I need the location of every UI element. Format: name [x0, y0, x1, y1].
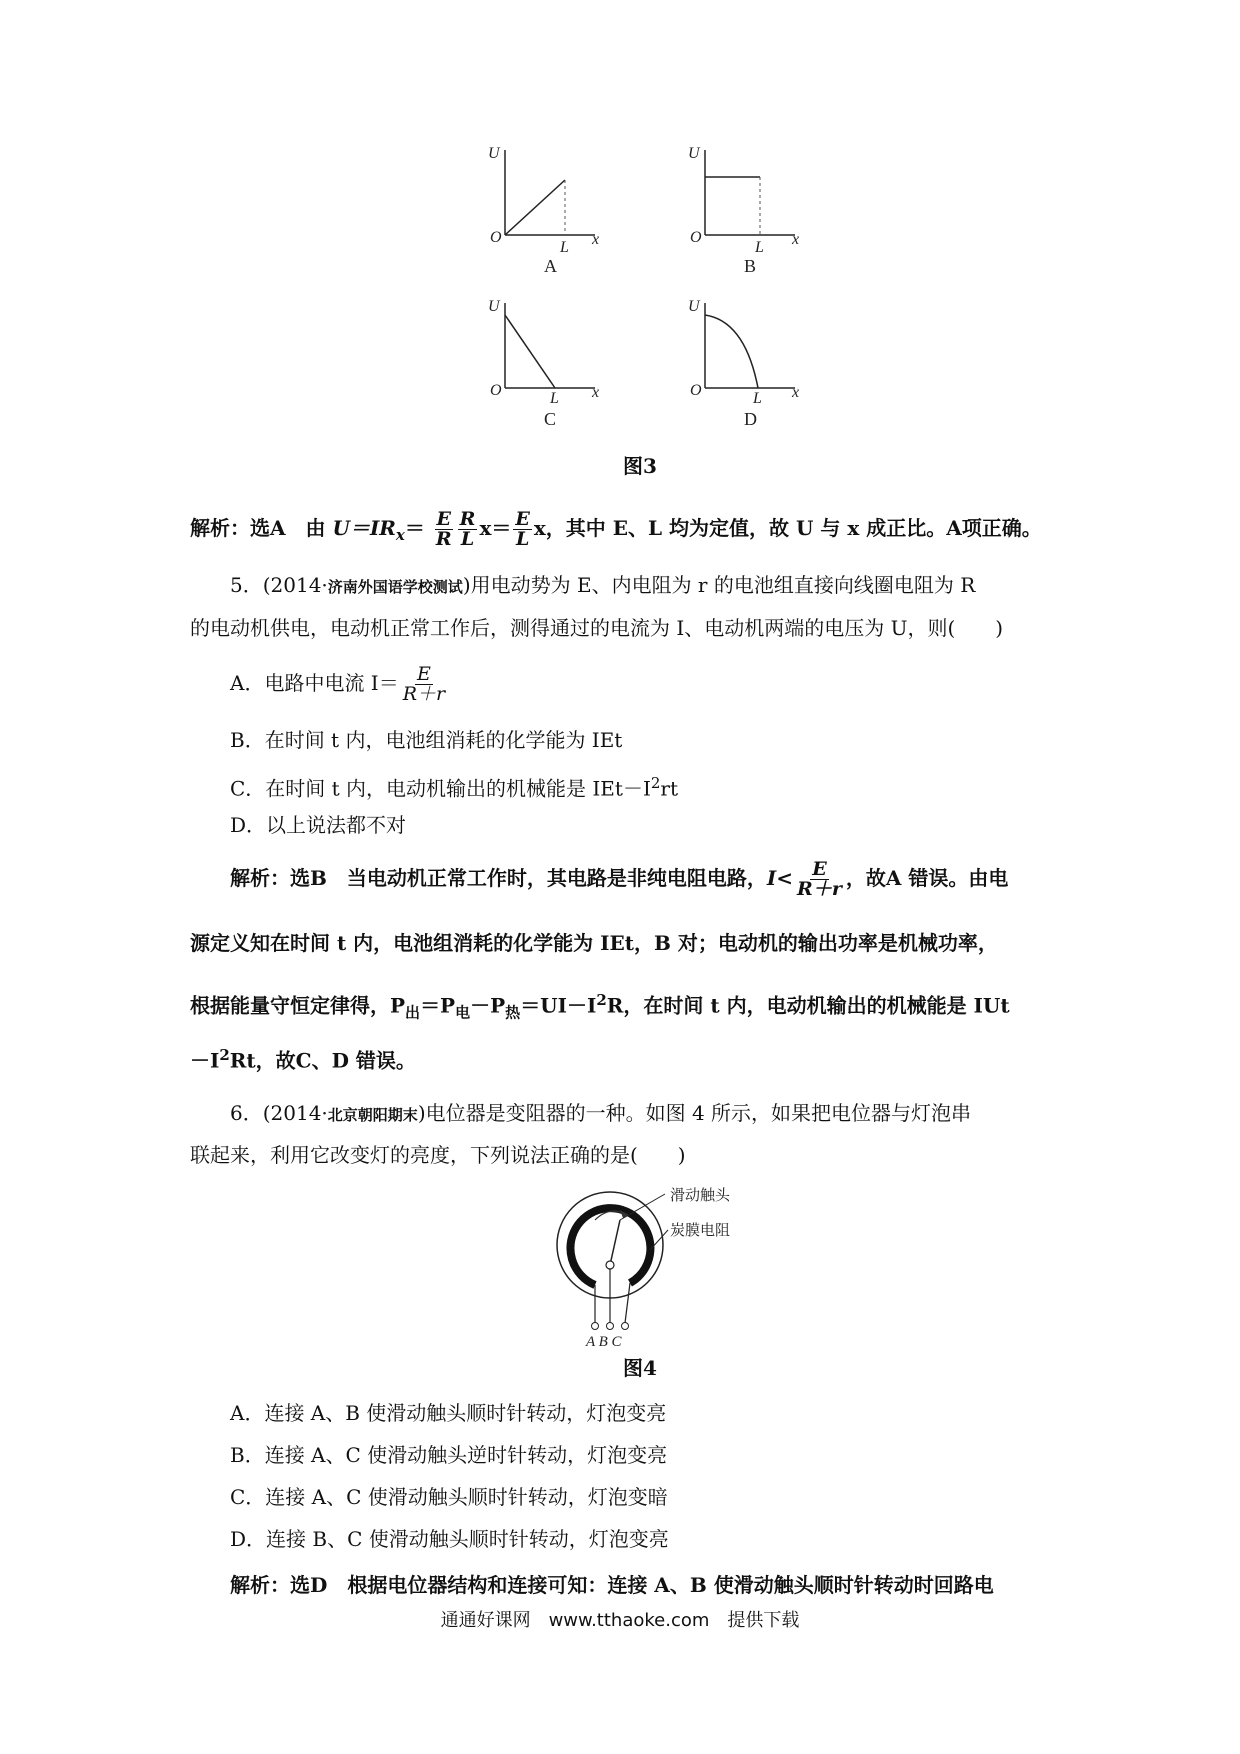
- analysis5-l3-e: R，在时间 t 内，电动机输出的机械能是 IUt: [606, 993, 1010, 1018]
- graph-d-l-label: L: [753, 390, 762, 407]
- analysis5-line1: [190, 860, 1050, 899]
- terminal-c-lead: [625, 1283, 630, 1323]
- graph-d: [670, 293, 820, 437]
- analysis4-line: [190, 510, 1050, 550]
- q5-option-c[interactable]: [230, 768, 678, 804]
- graph-a-svg: [470, 140, 620, 280]
- q5-line1: [190, 570, 1050, 602]
- frac3-den: L: [515, 528, 530, 550]
- analysis5-l3-sup: 2: [596, 991, 607, 1009]
- analysis5-l1-ineq: I<: [766, 866, 794, 890]
- analysis5-l3-sub1: 出: [405, 1003, 421, 1022]
- graph-d-x-label: x: [792, 384, 800, 401]
- analysis4-sub: x: [395, 526, 405, 544]
- page-footer: 通通好课网 www.tthaoke.com 提供下载: [440, 1610, 800, 1631]
- q5-line2: 的电动机供电，电动机正常工作后，测得通过的电流为 I、电动机两端的电压为 U，则( ): [190, 616, 1004, 640]
- analysis4-frac3: [513, 510, 531, 549]
- graph-a-caption: A: [544, 256, 557, 276]
- q5-num: 5．(2014·: [230, 573, 328, 597]
- graph-b-caption: B: [744, 256, 757, 276]
- q6-line1-rest: )电位器是变阻器的一种。如图 4 所示，如果把电位器与灯泡串: [417, 1101, 972, 1125]
- q5-option-a-prefix: A．电路中电流 I＝: [230, 671, 399, 695]
- analysis4-prefix: 解析：选A 由: [190, 516, 326, 540]
- analysis5-l1-prefix: 解析：选B 当电动机正常工作时，其电路是非纯电阻电路，: [230, 866, 767, 890]
- frac3-num: E: [515, 508, 530, 530]
- analysis5-den: R＋r: [797, 878, 842, 900]
- graph-a: [470, 140, 620, 284]
- graph-b-o-label: O: [690, 229, 702, 246]
- frac1-den: R: [435, 528, 452, 550]
- frac2-num: R: [459, 508, 476, 530]
- analysis4-eq: ＝: [404, 516, 425, 540]
- analysis5-num: E: [812, 858, 827, 880]
- analysis4-frac2: [458, 510, 478, 549]
- graph-c-o-label: O: [490, 382, 502, 399]
- graph-a-u-label: U: [488, 145, 500, 162]
- analysis5-l3-a: 根据能量守恒定律得，P: [190, 993, 406, 1018]
- analysis5-line4: [190, 1040, 1050, 1076]
- graph-c-l-label: L: [550, 390, 559, 407]
- q6-line2: 联起来，利用它改变灯的亮度，下列说法正确的是( ): [190, 1143, 686, 1167]
- q5-option-a-frac: [401, 665, 447, 704]
- q6-option-d[interactable]: D．连接 B、C 使滑动触头顺时针转动，灯泡变亮: [230, 1527, 669, 1551]
- graph-c: [470, 293, 620, 437]
- graph-b: [670, 140, 820, 284]
- potentiometer-diagram: [550, 1180, 800, 1350]
- label-slider: 滑动触头: [670, 1186, 731, 1204]
- analysis6-line1: 解析：选D 根据电位器结构和连接可知：连接 A、B 使滑动触头顺时针转动时回路电: [230, 1573, 994, 1597]
- graph-a-l-label: L: [560, 239, 569, 256]
- terminal-a: [592, 1323, 599, 1330]
- terminal-labels: A B C: [586, 1334, 622, 1350]
- q6-option-a[interactable]: A．连接 A、B 使滑动触头顺时针转动，灯泡变亮: [230, 1401, 667, 1425]
- label-film: 炭膜电阻: [670, 1221, 731, 1239]
- graph-b-u-label: U: [688, 145, 700, 162]
- q5-option-a-num: E: [416, 663, 431, 685]
- analysis5-l4-a: －I: [190, 1048, 220, 1073]
- q6-num: 6．(2014·: [230, 1101, 328, 1125]
- analysis5-l4-b: Rt，故C、D 错误。: [229, 1048, 416, 1073]
- figure3-caption: 图3: [623, 454, 657, 478]
- q5-option-c-prefix: C．在时间 t 内，电动机输出的机械能是 IEt－I: [230, 776, 651, 801]
- q5-option-a-den: R＋r: [402, 683, 446, 705]
- analysis5-l4-sup: 2: [219, 1046, 230, 1064]
- figure4: [550, 1180, 800, 1350]
- terminal-b: [607, 1323, 614, 1330]
- analysis4-formula: U＝IR: [332, 516, 396, 540]
- graph-d-svg: [670, 293, 820, 433]
- graph-c-u-label: U: [488, 298, 500, 315]
- analysis4-x1: x＝: [479, 516, 512, 540]
- analysis5-line2: 源定义知在时间 t 内，电池组消耗的化学能为 IEt，B 对；电动机的输出功率是机械功率，: [190, 931, 998, 955]
- q5-option-c-suffix: rt: [660, 776, 679, 801]
- graph-c-curve: [505, 315, 555, 388]
- analysis5-l3-sub2: 电: [455, 1003, 471, 1022]
- q5-option-a[interactable]: [230, 665, 449, 704]
- graph-b-x-label: x: [792, 231, 800, 248]
- graph-b-svg: [670, 140, 820, 280]
- analysis5-line3: [190, 985, 1050, 1028]
- graph-d-caption: D: [744, 409, 757, 429]
- pivot: [606, 1261, 614, 1269]
- graph-a-o-label: O: [490, 229, 502, 246]
- q5-line1-rest: )用电动势为 E、内电阻为 r 的电池组直接向线圈电阻为 R: [462, 573, 976, 597]
- analysis4-frac1: [434, 510, 454, 549]
- q5-option-c-sup: 2: [650, 774, 661, 792]
- q6-source: 北京朝阳期末: [327, 1106, 418, 1124]
- slider-contact: [610, 1220, 620, 1265]
- analysis5-l3-c: －P: [470, 993, 506, 1018]
- figure4-caption: 图4: [623, 1356, 657, 1380]
- analysis4-x2: x，其中 E、L 均为定值，故 U 与 x 成正比。A项正确。: [533, 516, 1042, 540]
- q5-option-d[interactable]: D．以上说法都不对: [230, 813, 407, 837]
- analysis5-l3-d: ＝UI－I: [520, 993, 597, 1018]
- graph-d-u-label: U: [688, 298, 700, 315]
- q5-source: 济南外国语学校测试: [327, 578, 463, 596]
- frac1-num: E: [436, 508, 451, 530]
- graph-a-curve: [505, 180, 565, 235]
- graph-d-curve: [705, 315, 758, 388]
- terminal-c: [622, 1323, 629, 1330]
- analysis5-frac: [795, 860, 844, 899]
- graph-a-x-label: x: [592, 231, 600, 248]
- q5-option-b[interactable]: B．在时间 t 内，电池组消耗的化学能为 IEt: [230, 728, 623, 752]
- graph-c-x-label: x: [592, 384, 600, 401]
- analysis5-l1-suffix: ，故A 错误。由电: [845, 866, 1009, 890]
- graph-c-caption: C: [544, 409, 557, 429]
- graph-d-o-label: O: [690, 382, 702, 399]
- analysis5-l3-b: ＝P: [420, 993, 456, 1018]
- q6-line1: [190, 1098, 1050, 1130]
- graph-b-l-label: L: [755, 239, 764, 256]
- frac2-den: L: [460, 528, 475, 550]
- q6-option-b[interactable]: B．连接 A、C 使滑动触头逆时针转动，灯泡变亮: [230, 1443, 668, 1467]
- graph-c-svg: [470, 293, 620, 433]
- analysis5-l3-sub3: 热: [505, 1003, 521, 1022]
- q6-option-c[interactable]: C．连接 A、C 使滑动触头顺时针转动，灯泡变暗: [230, 1485, 668, 1509]
